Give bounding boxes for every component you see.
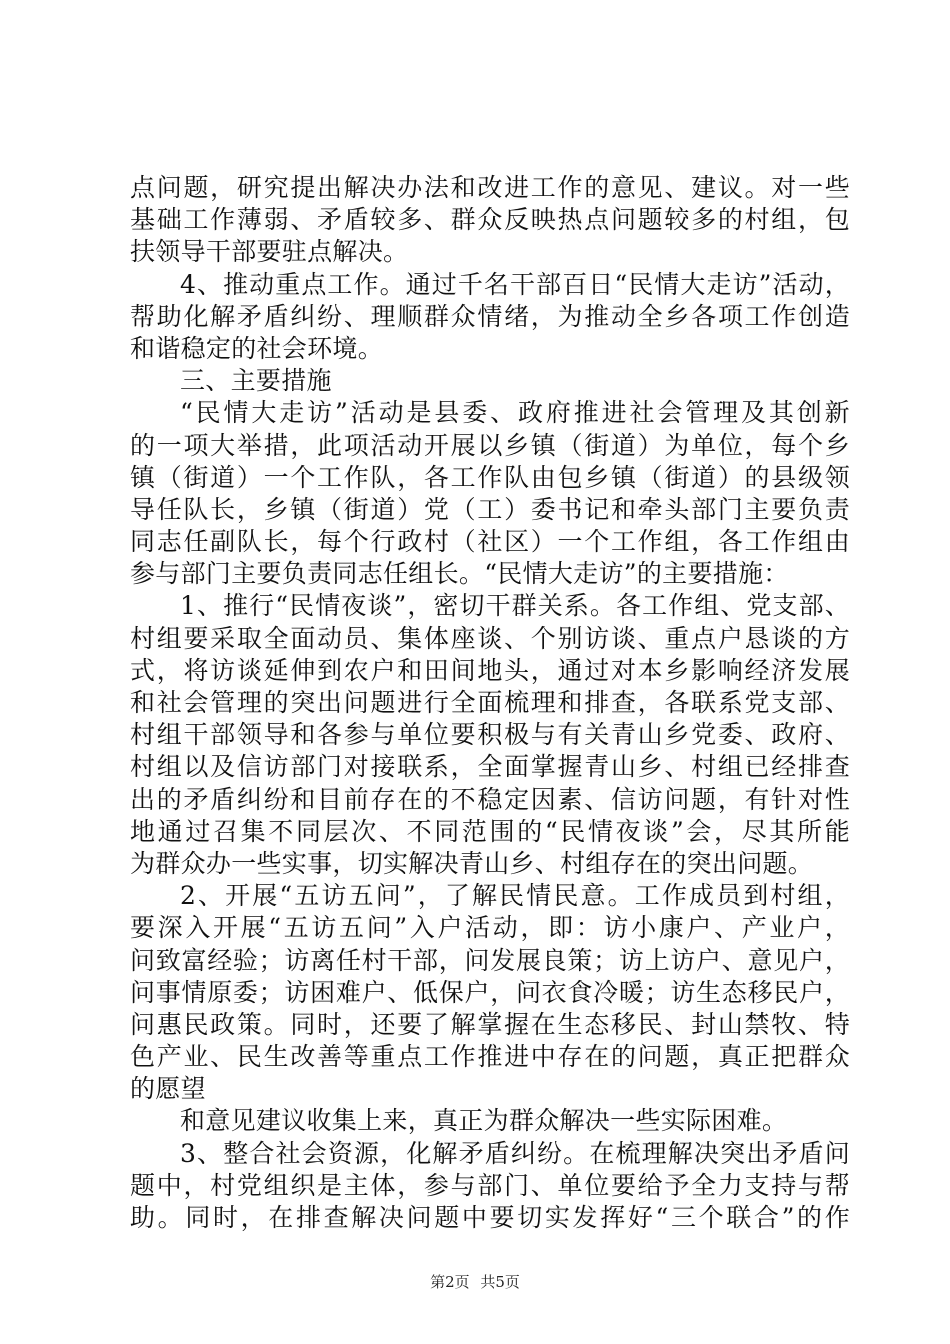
- text-line: 村组干部领导和各参与单位要积极与有关青山乡党委、政府、: [130, 720, 850, 750]
- text-line: 出的矛盾纠纷和目前存在的不稳定因素、信访问题，有针对性: [130, 784, 850, 814]
- text-line: 色产业、民生改善等重点工作推进中存在的问题，真正把群众: [130, 1042, 850, 1072]
- text-line: 1、推行“民情夜谈”，密切干群关系。各工作组、党支部、: [180, 591, 850, 621]
- text-line: 问惠民政策。同时，还要了解掌握在生态移民、封山禁牧、特: [130, 1009, 850, 1039]
- text-line: 问致富经验；访离任村干部，问发展良策；访上访户、意见户，: [130, 945, 850, 975]
- text-line: 的一项大举措，此项活动开展以乡镇（街道）为单位，每个乡: [130, 430, 850, 460]
- section-heading: 三、主要措施: [180, 366, 332, 396]
- text-line: “民情大走访”活动是县委、政府推进社会管理及其创新: [180, 398, 850, 428]
- page-total: 共5页: [480, 1273, 520, 1291]
- text-line: 问事情原委；访困难户、低保户，问衣食冷暖；访生态移民户，: [130, 977, 850, 1007]
- text-line: 帮助化解矛盾纠纷、理顺群众情绪，为推动全乡各项工作创造: [130, 301, 850, 331]
- text-line: 镇（街道）一个工作队，各工作队由包乡镇（街道）的县级领: [130, 462, 850, 492]
- text-line: 参与部门主要负责同志任组长。“民情大走访”的主要措施：: [130, 559, 789, 589]
- text-line: 要深入开展“五访五问”入户活动，即：访小康户、产业户，: [130, 913, 850, 943]
- text-line: 村组要采取全面动员、集体座谈、个别访谈、重点户恳谈的方: [130, 623, 850, 653]
- text-line: 题中，村党组织是主体，参与部门、单位要给予全力支持与帮: [130, 1170, 850, 1200]
- text-line: 为群众办一些实事，切实解决青山乡、村组存在的突出问题。: [130, 848, 814, 878]
- page-footer: [0, 1272, 950, 1292]
- document-body: [130, 172, 850, 1234]
- text-line: 3、整合社会资源，化解矛盾纠纷。在梳理解决突出矛盾问: [180, 1138, 850, 1168]
- text-line: 和意见建议收集上来，真正为群众解决一些实际困难。: [180, 1106, 788, 1136]
- text-line: 导任队长，乡镇（街道）党（工）委书记和牵头部门主要负责: [130, 494, 850, 524]
- text-line: 同志任副队长，每个行政村（社区）一个工作组，各工作组由: [130, 527, 850, 557]
- text-line: 村组以及信访部门对接联系，全面掌握青山乡、村组已经排查: [130, 752, 850, 782]
- text-line: 基础工作薄弱、矛盾较多、群众反映热点问题较多的村组，包: [130, 205, 850, 235]
- text-line: 2、开展“五访五问”，了解民情民意。工作成员到村组，: [180, 881, 850, 911]
- text-line: 4、推动重点工作。通过千名干部百日“民情大走访”活动，: [180, 269, 850, 299]
- text-line: 式，将访谈延伸到农户和田间地头，通过对本乡影响经济发展: [130, 655, 850, 685]
- text-line: 点问题，研究提出解决办法和改进工作的意见、建议。对一些: [130, 173, 850, 202]
- text-line: 和社会管理的突出问题进行全面梳理和排查，各联系党支部、: [130, 688, 850, 717]
- text-line: 地通过召集不同层次、不同范围的“民情夜谈”会，尽其所能: [130, 816, 850, 846]
- text-line: 的愿望: [130, 1074, 206, 1104]
- text-line: 和谐稳定的社会环境。: [130, 333, 384, 363]
- text-line: 助。同时，在排查解决问题中要切实发挥好“三个联合”的作: [130, 1203, 850, 1232]
- page-number: 第2页: [430, 1273, 470, 1291]
- text-line: 扶领导干部要驻点解决。: [130, 237, 409, 267]
